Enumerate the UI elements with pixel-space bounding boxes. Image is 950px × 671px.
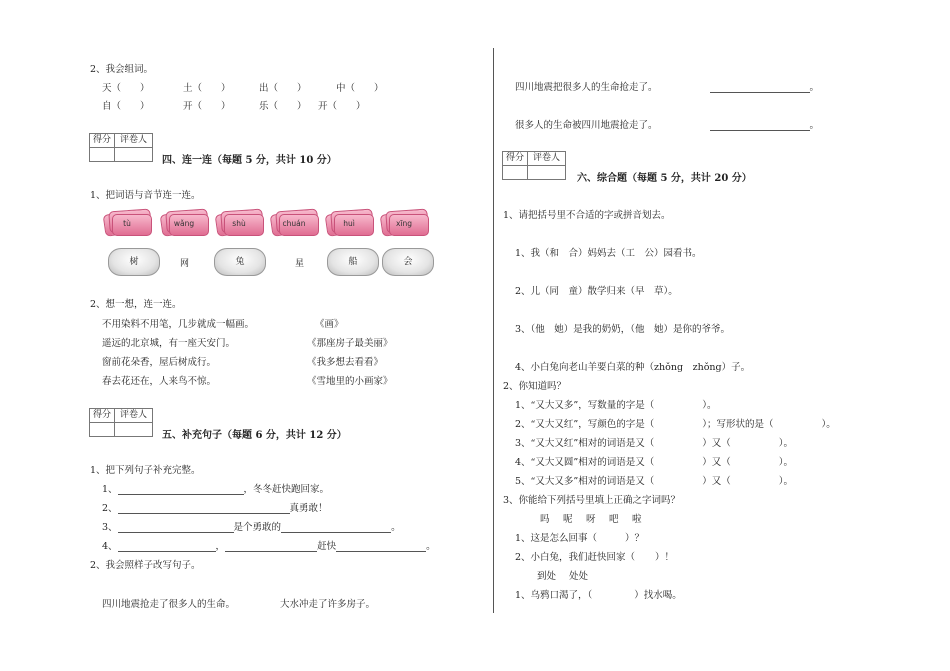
word-blank: 出（ ） [259,83,307,94]
sec5-q2: 2、我会照样子改写句子。 [90,560,201,571]
fill-text: ，冬冬赶快跑回家。 [243,484,330,495]
word-blank: 自（ ） [102,101,150,112]
q3-text: ）找水喝。 [634,590,682,601]
q2-text: 1、“又大又多”，写数量的字是（ [515,400,655,411]
word-bank: 吧 [609,514,619,525]
score-label: 得分 [92,135,111,145]
grader-label: 评卷人 [532,153,560,163]
word-bank: 啦 [632,514,642,525]
sec6-q2: 2、你知道吗？ [503,381,567,392]
word-blank: 土（ ） [183,83,231,94]
q2-text: ）又（ [702,457,731,468]
score-label: 得分 [505,153,524,163]
q1-item: 1、我（和 合）妈妈去（工 公）园看书。 [515,248,702,259]
blank[interactable] [118,503,290,514]
q3-text: 1、这是怎么回事（ [515,533,598,544]
match-left: 不用染料不用笔，几步就成一幅画。 [102,319,255,330]
pinyin-card [271,208,317,236]
sec4-q1: 1、把词语与音节连一连。 [90,190,201,201]
sec4-q2: 2、想一想，连一连。 [90,299,182,310]
example-sentence-2: 大水冲走了许多房子。 [280,599,376,610]
score-box [502,151,566,180]
q3-text: ）？ [625,533,645,544]
fill-sentence-2 [102,500,328,514]
match-left: 窗前花朵香，屋后树成行。 [102,357,217,368]
rewrite-text: 四川地震把很多人的生命抢走了。 [515,82,658,93]
sec6-q3: 3、你能给下列括号里填上正确之字词吗？ [503,495,681,506]
char-plain: 网 [180,259,190,269]
rewrite-end: 。 [809,82,820,93]
q3-item [515,587,682,601]
blank[interactable] [336,541,426,552]
word-bank: 处处 [569,571,589,582]
rewrite-2 [515,117,819,131]
char-pillow: 会 [382,248,434,276]
fill-text: 真勇敢！ [289,503,328,514]
section-4-title: 四、连一连（每题 5 分，共计 10 分） [162,155,337,166]
q2-text: ）。 [778,457,794,468]
word-bank: 到处 [537,571,557,582]
q2-item [515,454,793,468]
sec6-q1: 1、请把括号里不合适的字或拼音划去。 [503,210,671,221]
fill-prefix: 3、 [102,522,118,533]
q2-text: 4、“又大又圆”相对的词语是又（ [515,457,655,468]
blank[interactable] [281,522,391,533]
char-pillow: 树 [108,248,160,276]
pinyin-card [381,208,427,236]
match-left: 遥远的北京城，有一座天安门。 [102,338,236,349]
word-bank: 吗 [540,514,550,525]
section-6-title: 六、综合题（每题 5 分，共计 20 分） [577,173,752,184]
word-blank: 天（ ） [102,83,150,94]
pinyin-text: chuán [282,219,306,228]
q2-text: ）。 [778,476,794,487]
match-right: 《雪地里的小画家》 [307,376,393,387]
blank[interactable] [118,484,244,495]
fill-text: 。 [391,522,401,533]
pinyin-card [216,208,262,236]
q3-text: ）！ [655,552,675,563]
word-bank: 呢 [563,514,573,525]
q1-item: 4、小白兔向老山羊要白菜的种（zhǒng zhǒng）子。 [515,362,751,373]
q2-item [515,435,793,449]
score-label: 得分 [92,410,111,420]
q2-item [515,397,717,411]
pinyin-text: tù [123,219,131,228]
sec5-q1: 1、把下列句子补充完整。 [90,465,201,476]
pinyin-card [326,208,372,236]
score-box [89,408,153,437]
q1-item: 2、儿（同 童）散学归来（早 草）。 [515,286,678,297]
q3-item [515,530,644,544]
q2-item [515,416,836,430]
q2-text: 2、“又大又红”，写颜色的字是（ [515,419,655,430]
fill-text: ， [215,541,226,552]
blank[interactable] [710,120,810,131]
fill-sentence-3 [102,519,401,533]
q3-text: 2、小白兔，我们赶快回家（ [515,552,636,563]
q2-text: ）。 [702,400,717,411]
word-blank: 中（ ） [336,83,384,94]
fill-prefix: 2、 [102,503,118,514]
q2-text: 5、“又大又多”相对的词语是又（ [515,476,655,487]
char-pillow: 船 [327,248,379,276]
match-left: 春去花还在，人来鸟不惊。 [102,376,217,387]
char-plain: 星 [295,259,305,269]
pinyin-card [104,208,150,236]
pinyin-text: huì [343,219,355,228]
rewrite-end: 。 [809,120,820,131]
q2-text: ）。 [821,419,836,430]
match-right: 《画》 [315,319,344,330]
pinyin-text: shù [232,219,246,228]
match-right: 《那座房子最美丽》 [307,338,393,349]
q3-item [515,549,674,563]
grader-label: 评卷人 [119,135,147,145]
score-box [89,133,153,162]
q2-text: 3、“又大又红”相对的词语是又（ [515,438,655,449]
match-right: 《我多想去看看》 [307,357,384,368]
pinyin-card [161,208,207,236]
fill-prefix: 1、 [102,484,118,495]
fill-text: 是个勇敢的 [233,522,282,533]
fill-sentence-1 [102,481,329,495]
q3-text: 1、乌鸦口渴了，（ [515,590,593,601]
q2-text: ）。 [778,438,794,449]
q2-text: ）又（ [702,438,731,449]
section-5-title: 五、补充句子（每题 6 分，共计 12 分） [162,430,347,441]
q2-title: 2、我会组词。 [90,64,154,75]
char-pillow: 兔 [214,248,266,276]
q2-text: ）；写形状的是（ [702,419,774,430]
q2-item [515,473,793,487]
word-blank: 开（ ） [318,101,366,112]
pinyin-text: xīng [395,219,413,228]
fill-text: 。 [426,541,436,552]
word-blank: 乐（ ） [259,101,307,112]
example-sentence-1: 四川地震抢走了很多人的生命。 [102,599,236,610]
q1-item: 3、（他 她）是我的奶奶，（他 她）是你的爷爷。 [515,324,731,335]
blank[interactable] [118,541,216,552]
blank[interactable] [118,522,234,533]
blank[interactable] [225,541,317,552]
grader-label: 评卷人 [119,410,147,420]
word-bank: 呀 [586,514,596,525]
fill-sentence-4 [102,538,436,552]
pinyin-text: wǎng [173,219,195,228]
fill-text: 赶快 [317,541,337,552]
fill-prefix: 4、 [102,541,118,552]
word-blank: 开（ ） [183,101,231,112]
q2-text: ）又（ [702,476,731,487]
rewrite-text: 很多人的生命被四川地震抢走了。 [515,120,658,131]
blank[interactable] [710,82,810,93]
column-divider [493,48,494,613]
rewrite-1 [515,79,819,93]
